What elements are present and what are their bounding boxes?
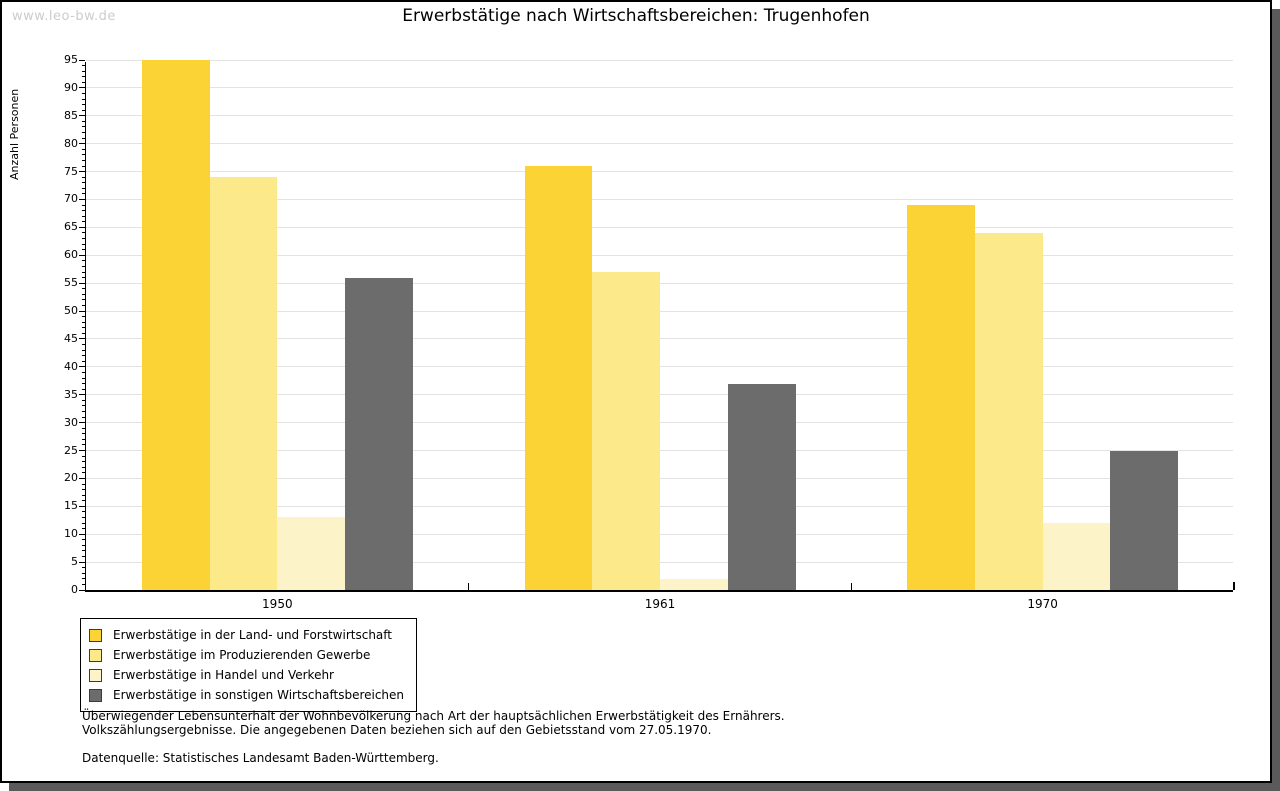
y-tick — [82, 249, 85, 250]
y-tick-label: 10 — [64, 527, 78, 541]
legend-row — [89, 645, 404, 665]
bar — [525, 166, 593, 590]
y-tick — [82, 132, 85, 133]
y-tick — [79, 590, 85, 591]
y-tick — [82, 177, 85, 178]
legend-row — [89, 665, 404, 685]
y-tick — [79, 394, 85, 395]
y-tick-label: 50 — [64, 304, 78, 318]
footnote-line-1: Überwiegender Lebensunterhalt der Wohnbevölkerung nach Art der hauptsächlichen Erwerbstätigkeit des Ernährers. — [82, 709, 785, 723]
y-tick-label: 5 — [71, 555, 78, 569]
y-tick — [82, 182, 85, 183]
y-tick — [82, 110, 85, 111]
legend — [80, 618, 417, 712]
y-tick — [82, 244, 85, 245]
y-tick-label: 85 — [64, 108, 78, 122]
y-tick — [82, 456, 85, 457]
y-tick — [79, 478, 85, 479]
y-tick-label: 45 — [64, 331, 78, 345]
y-tick — [79, 115, 85, 116]
y-tick — [82, 333, 85, 334]
y-tick — [82, 216, 85, 217]
y-tick — [82, 221, 85, 222]
y-tick — [82, 154, 85, 155]
y-tick-label: 70 — [64, 192, 78, 206]
y-tick — [82, 344, 85, 345]
y-tick — [82, 299, 85, 300]
y-tick — [82, 495, 85, 496]
data-source: Datenquelle: Statistisches Landesamt Baden-Württemberg. — [82, 751, 439, 765]
y-tick — [82, 511, 85, 512]
y-tick — [82, 188, 85, 189]
y-tick — [82, 99, 85, 100]
legend-label: Erwerbstätige in der Land- und Forstwirtschaft — [113, 628, 392, 642]
y-tick-label: 0 — [71, 583, 78, 596]
axis-end-tick — [1233, 582, 1235, 590]
bar — [1110, 451, 1178, 590]
y-tick — [82, 484, 85, 485]
y-tick — [82, 523, 85, 524]
y-tick — [82, 528, 85, 529]
y-tick — [82, 400, 85, 401]
y-tick — [82, 444, 85, 445]
y-tick — [82, 294, 85, 295]
legend-row — [89, 685, 404, 705]
y-tick — [82, 166, 85, 167]
y-tick — [82, 277, 85, 278]
y-tick — [82, 573, 85, 574]
y-tick — [82, 383, 85, 384]
y-tick-label: 25 — [64, 443, 78, 457]
y-tick — [82, 232, 85, 233]
legend-swatch — [89, 669, 102, 682]
y-tick — [82, 578, 85, 579]
y-tick — [82, 517, 85, 518]
y-tick — [79, 60, 85, 61]
y-tick — [82, 556, 85, 557]
axis-boundary-tick — [851, 583, 852, 590]
y-tick — [82, 93, 85, 94]
x-category-label: 1961 — [644, 597, 676, 611]
y-tick — [82, 439, 85, 440]
y-tick — [82, 210, 85, 211]
bar — [142, 60, 210, 590]
y-tick-label: 40 — [64, 359, 78, 373]
y-tick — [82, 71, 85, 72]
y-tick — [82, 205, 85, 206]
y-tick — [82, 193, 85, 194]
y-tick — [82, 149, 85, 150]
bar — [210, 177, 278, 590]
y-tick — [82, 584, 85, 585]
plot-area — [64, 53, 1233, 611]
y-tick — [79, 534, 85, 535]
gridline — [86, 171, 1233, 172]
y-tick — [82, 82, 85, 83]
x-category-label: 1950 — [262, 597, 293, 611]
y-tick-label: 55 — [64, 276, 78, 290]
y-tick-label: 75 — [64, 164, 78, 178]
y-tick — [79, 562, 85, 563]
y-tick — [79, 450, 85, 451]
y-tick — [79, 199, 85, 200]
y-tick — [82, 322, 85, 323]
y-tick — [82, 121, 85, 122]
y-tick — [79, 366, 85, 367]
y-tick — [82, 126, 85, 127]
legend-label: Erwerbstätige im Produzierenden Gewerbe — [113, 648, 371, 662]
y-tick-label: 35 — [64, 387, 78, 401]
y-tick — [82, 260, 85, 261]
y-tick — [82, 65, 85, 66]
y-tick — [82, 550, 85, 551]
y-tick — [79, 311, 85, 312]
y-tick-label: 15 — [64, 499, 78, 513]
legend-swatch — [89, 689, 102, 702]
y-tick-label: 95 — [64, 53, 78, 66]
y-tick — [82, 417, 85, 418]
y-tick — [82, 567, 85, 568]
x-category-label: 1970 — [1027, 597, 1058, 611]
y-tick — [79, 227, 85, 228]
chart-title: Erwerbstätige nach Wirtschaftsbereichen: Trugenhofen — [402, 6, 870, 26]
y-tick — [82, 405, 85, 406]
legend-row — [89, 625, 404, 645]
y-axis-label: Anzahl Personen — [8, 88, 21, 180]
gridline — [86, 60, 1233, 61]
y-tick-label: 30 — [64, 415, 78, 429]
y-tick — [82, 316, 85, 317]
legend-label: Erwerbstätige in sonstigen Wirtschaftsbereichen — [113, 688, 405, 702]
axis-boundary-tick — [468, 583, 469, 590]
y-tick — [82, 411, 85, 412]
y-tick — [82, 288, 85, 289]
y-tick — [79, 338, 85, 339]
y-tick — [79, 171, 85, 172]
y-tick-label: 60 — [64, 248, 78, 262]
y-tick — [82, 428, 85, 429]
y-tick-label: 65 — [64, 220, 78, 234]
y-tick — [79, 283, 85, 284]
bar — [277, 517, 345, 590]
y-tick — [82, 355, 85, 356]
y-tick — [82, 489, 85, 490]
y-tick — [82, 378, 85, 379]
y-tick — [82, 138, 85, 139]
y-tick — [82, 160, 85, 161]
bar — [1043, 523, 1111, 590]
y-tick — [82, 305, 85, 306]
bar — [728, 384, 796, 590]
y-tick — [82, 361, 85, 362]
gridline — [86, 143, 1233, 144]
y-tick-label: 20 — [64, 471, 78, 485]
y-tick — [82, 389, 85, 390]
y-tick-label: 90 — [64, 80, 78, 94]
y-tick — [79, 255, 85, 256]
y-tick — [79, 143, 85, 144]
y-tick — [82, 472, 85, 473]
y-tick — [79, 506, 85, 507]
watermark: www.leo-bw.de — [12, 9, 116, 24]
y-tick — [82, 539, 85, 540]
legend-swatch — [89, 629, 102, 642]
y-tick — [82, 238, 85, 239]
gridline — [86, 115, 1233, 116]
y-tick — [82, 372, 85, 373]
y-tick — [79, 422, 85, 423]
bar — [345, 278, 413, 590]
y-tick — [82, 76, 85, 77]
y-tick-label: 80 — [64, 136, 78, 150]
y-tick — [82, 545, 85, 546]
bar — [975, 233, 1043, 590]
bar — [907, 205, 975, 590]
y-tick — [82, 104, 85, 105]
y-tick — [82, 350, 85, 351]
gridline — [86, 87, 1233, 88]
y-tick — [82, 327, 85, 328]
y-tick — [82, 467, 85, 468]
y-tick — [82, 272, 85, 273]
footnote-line-2: Volkszählungsergebnisse. Die angegebenen Daten beziehen sich auf den Gebietsstand vom 27.05.1970. — [82, 723, 712, 737]
footnote — [82, 709, 785, 765]
legend-swatch — [89, 649, 102, 662]
bar — [592, 272, 660, 590]
y-tick — [82, 266, 85, 267]
y-tick — [82, 461, 85, 462]
y-tick — [82, 433, 85, 434]
y-tick — [79, 87, 85, 88]
y-tick — [82, 500, 85, 501]
legend-label: Erwerbstätige in Handel und Verkehr — [113, 668, 334, 682]
bar — [660, 579, 728, 590]
